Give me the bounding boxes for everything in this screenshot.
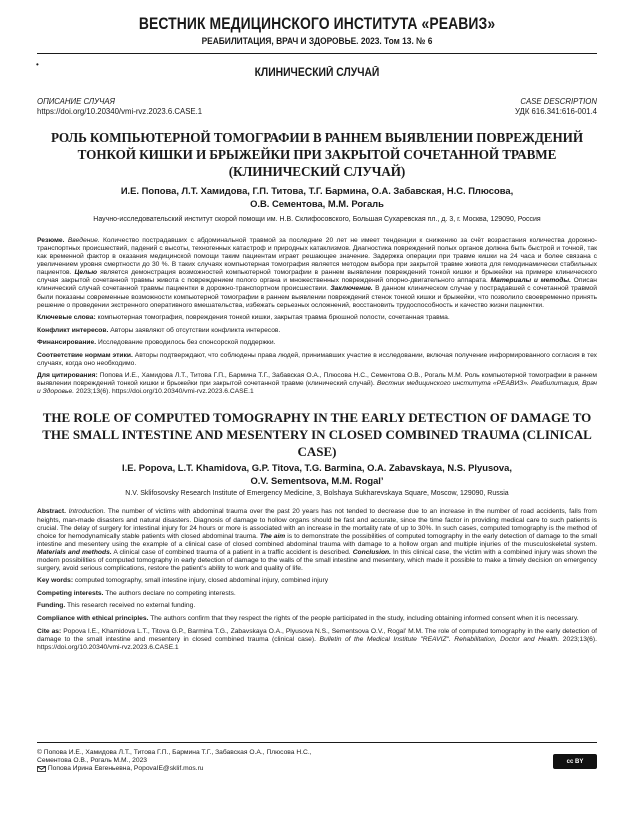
conflict-ru [37, 327, 597, 335]
authors-en-line2: O.V. Sementsova, M.M. Rogal’ [250, 474, 384, 486]
section-title: КЛИНИЧЕСКИЙ СЛУЧАЙ [254, 67, 380, 79]
doi-link[interactable]: https://doi.org/10.20340/vmi-rvz.2023.6.CASE.1 [37, 106, 203, 116]
footer-rule [37, 742, 597, 743]
contact-email[interactable]: PopovaIE@sklif.mos.ru [133, 765, 204, 773]
keywords-ru-label: Ключевые слова: [37, 314, 96, 322]
citation-ru-label: Для цитирования: [37, 372, 98, 380]
copyright-line1: © Попова И.Е., Хамидова Л.Т., Титова Г.П., Бармина Т.Г., Забавская О.А., Плюсова Н.С., [37, 749, 312, 756]
copyright-line2: Сементова О.В., Рогаль М.М., 2023 [37, 757, 148, 765]
funding-ru-text: Исследование проводилось без спонсорской поддержки. [96, 339, 276, 347]
funding-ru [37, 339, 597, 347]
abstract-ru [37, 237, 597, 309]
keywords-en [37, 577, 597, 585]
authors-en [37, 462, 597, 487]
citation-en-journal: Bulletin of the Medical Institute "REAVIZ". Rehabilitation, Doctor and Health. [319, 635, 560, 643]
abstract-en-label: Abstract. [37, 508, 66, 516]
funding-ru-label: Финансирование. [37, 339, 97, 347]
funding-en-text: This research received no external funding. [65, 602, 196, 610]
citation-ru-tail: 2023;13(6). https://doi.org/10.20340/vmi-rvz.2023.6.CASE.1 [74, 388, 254, 396]
citation-ru [37, 372, 597, 396]
conflict-en-label: Competing interests. [37, 589, 104, 597]
page-footer [37, 742, 597, 774]
intro-ru-label: Введение. [67, 237, 100, 245]
ethics-en [37, 615, 597, 623]
conflict-ru-label: Конфликт интересов. [37, 326, 109, 334]
intro-en-label: Introduction. [68, 508, 106, 516]
aim-en-text: is to demonstrate the possibilities of computed tomography in the early detection of damage to the small intestine and mesentery using the example of a clinical case of closed combined abdominal trauma with damage to a hollow organ and multiple injuries of the musculoskeletal system. [37, 532, 597, 548]
methods-en-label: Materials and methods. [37, 548, 112, 556]
methods-ru-text: Описан клинический случай сочетанной травмы пациентки в дорожно-транспортном происшествии. [37, 277, 597, 293]
aim-ru-text: является демонстрация возможностей компьютерной томографии в раннем выявлении повреждений тонкой кишки и брыжейки на примере клинического случая закрытой сочетанной травмы живота с повреждением полого органа и множественных повреждений опорно-двигательного аппарата. [37, 269, 597, 285]
keywords-ru [37, 314, 597, 322]
meta-right [515, 97, 597, 116]
keywords-en-text: computed tomography, small intestine injury, closed abdominal injury, combined injury [73, 577, 329, 585]
keywords-ru-text: компьютерная томография, повреждения тонкой кишки, закрытая травма брюшной полости, сочетанная травма. [95, 314, 450, 322]
funding-en [37, 602, 597, 610]
article-meta [37, 97, 597, 116]
meta-left [37, 97, 202, 116]
article-type-ru: ОПИСАНИЕ СЛУЧАЯ [37, 97, 115, 106]
ethics-en-text: The authors confirm that they respect the rights of the people participated in the study, including obtaining informed consent when it is necessary. [148, 615, 579, 622]
cc-license-badge[interactable] [553, 754, 597, 769]
contact-line [37, 765, 457, 773]
aim-ru-label: Целью [74, 269, 98, 277]
udc-code: УДК 616.341:616-001.4 [514, 106, 597, 116]
cc-by-icon: cc BY [566, 758, 584, 765]
methods-ru-label: Материалы и методы. [490, 277, 571, 285]
methods-en-text: A clinical case of combined trauma of a patient in a traffic accident is described. [111, 548, 353, 556]
article-title-en: THE ROLE OF COMPUTED TOMOGRAPHY IN THE EARLY DETECTION OF DAMAGE TO THE SMALL INTESTINE AND MESENTERY IN CLOSED COMBINED TRAUMA (CLINICAL CASE) [42, 410, 592, 460]
contact-name: Попова Ирина Евгеньевна, [47, 765, 133, 773]
citation-en-text: Popova I.E., Khamidova L.T., Titova G.P., Barmina T.G., Zabavskaya O.A., Plyusova N.S., Sementsova O.V., Rogal’ M.M. The role of computed tomography in the early detection of damage to the small intestine and mesentery in closed combined trauma (clinical case). [37, 627, 597, 643]
abstract-en [37, 508, 597, 572]
article-page [0, 14, 634, 834]
citation-ru-text: Попова И.Е., Хамидова Л.Т., Титова Г.П., Бармина Т.Г., Забавская О.А., Плюсова Н.С., Сементова О.В., Рогаль М.М. Роль компьютерной томографии в раннем выявлении повреждений тонкой кишки и брыжейки при закрытой сочетанной травме (клинический случай). [37, 372, 597, 388]
citation-en-tail: 2023;13(6). https://doi.org/10.20340/vmi-rvz.2023.6.CASE.1 [37, 635, 597, 651]
affiliation-ru: Научно-исследовательский институт скорой помощи им. Н.В. Склифосовского, Большая Сухаревская пл., д. 3, г. Москва, 129090, Россия [93, 216, 541, 224]
journal-issue: РЕАБИЛИТАЦИЯ, ВРАЧ И ЗДОРОВЬЕ. 2023. Том 13. № 6 [201, 36, 433, 47]
article-title-ru: РОЛЬ КОМПЬЮТЕРНОЙ ТОМОГРАФИИ В РАННЕМ ВЫЯВЛЕНИИ ПОВРЕЖДЕНИЙ ТОНКОЙ КИШКИ И БРЫЖЕЙКИ ПРИ ЗАКРЫТОЙ СОЧЕТАННОЙ ТРАВМЕ (КЛИНИЧЕСКИЙ СЛУЧАЙ) [51, 130, 583, 180]
conflict-en-text: The authors declare no competing interests. [103, 589, 236, 597]
authors-ru [37, 184, 597, 210]
keywords-en-label: Key words: [37, 577, 74, 585]
affiliation-en: N.V. Sklifosovsky Research Institute of Emergency Medicine, 3, Bolshaya Sukharevskaya Square, Moscow, 129090, Russia [125, 490, 509, 498]
envelope-icon [37, 766, 46, 772]
ethics-ru-label: Соответствие нормам этики. [37, 351, 133, 359]
conclusion-en-label: Conclusion. [352, 548, 391, 556]
authors-en-line1: I.E. Popova, L.T. Khamidova, G.P. Titova, T.G. Barmina, O.A. Zabavskaya, N.S. Plyusova, [122, 462, 512, 474]
citation-en-label: Cite as: [37, 627, 62, 635]
ethics-ru [37, 352, 597, 368]
decorative-dot: • [36, 60, 39, 69]
conflict-ru-text: Авторы заявляют об отсутствии конфликта интересов. [108, 326, 281, 334]
intro-ru-text: Количество пострадавших с абдоминальной травмой за последние 20 лет не имеет тенденции к снижению за счёт возрастания количества дорожно-транспортных происшествий, падений с высоты, техногенных катастроф и природных катаклизмов. Диагностика повреждений полых органов должна быть быстрой и точной, так как временной фактор в оказания медицинской помощи таким пациентам играет решающее значение. Задержка операции при травме кишки на 24 часа и более связана с увеличением уровня смертности до 30 %. В таких случаях компьютерная томография является методом выбора при закрытой травме живота для гемодинамически стабильных пациентов. [37, 237, 598, 277]
funding-en-label: Funding. [37, 602, 66, 610]
conclusion-ru-label: Заключение. [330, 285, 373, 293]
copyright-block [37, 749, 457, 774]
conclusion-en-text: In this clinical case, the victim with a combined injury was shown the modern possibilities of computed tomography in early detection of damage to the walls of the small intestine and mesentery, which made it possible to make a timely decision on emergency surgery, avoid serious complications, restore the patient's ability to work and quality of life. [37, 548, 597, 572]
intro-en-text: The number of victims with abdominal trauma over the past 20 years has not tended to decrease due to an increase in the number of road accidents, falls from heights, man-made disasters and natural disasters. Diagnosis of damage to hollow organs should be fast and accurate, since the time factor in providing medical care to such patients is crucial. The delay of surgery for intestinal injury for 24 hours or more is associated with an increase in the mortality rate of up to 30%. In such cases, computed tomography is the method of choice for hemodynamically stable patients with closed abdominal trauma. [37, 508, 598, 540]
ethics-en-label: Compliance with ethical principles. [37, 615, 149, 622]
authors-ru-line2: О.В. Сементова, М.М. Рогаль [250, 198, 384, 210]
citation-en [37, 628, 597, 652]
ethics-ru-text: Авторы подтверждают, что соблюдены права людей, принимавших участие в исследовании, включая получение информированного согласия в тех случаях, когда оно необходимо. [37, 351, 597, 367]
header-rule [37, 53, 597, 54]
aim-en-label: The aim [259, 532, 286, 540]
article-type-en: CASE DESCRIPTION [520, 97, 597, 106]
authors-ru-line1: И.Е. Попова, Л.Т. Хамидова, Г.П. Титова, Т.Г. Бармина, О.А. Забавская, Н.С. Плюсова, [120, 185, 514, 197]
conflict-en [37, 590, 597, 598]
journal-title: ВЕСТНИК МЕДИЦИНСКОГО ИНСТИТУТА «РЕАВИЗ» [138, 14, 496, 33]
conclusion-ru-text: В данном клиническом случае у пострадавшей с сочетанной травмой были показаны современные возможности компьютерной томографии в раннем выявлении повреждений стенок тонкой кишки и брыжейки, что позволило своевременно принять решение о проведении экстренного оперативного вмешательства, избежать серьезных осложнений, восстановить трудоспособность и качество жизни пациентки. [37, 285, 597, 309]
abstract-ru-label: Резюме. [37, 237, 65, 245]
citation-ru-journal: Вестник медицинского института «РЕАВИЗ». Реабилитация, Врач и Здоровье. [37, 380, 597, 396]
